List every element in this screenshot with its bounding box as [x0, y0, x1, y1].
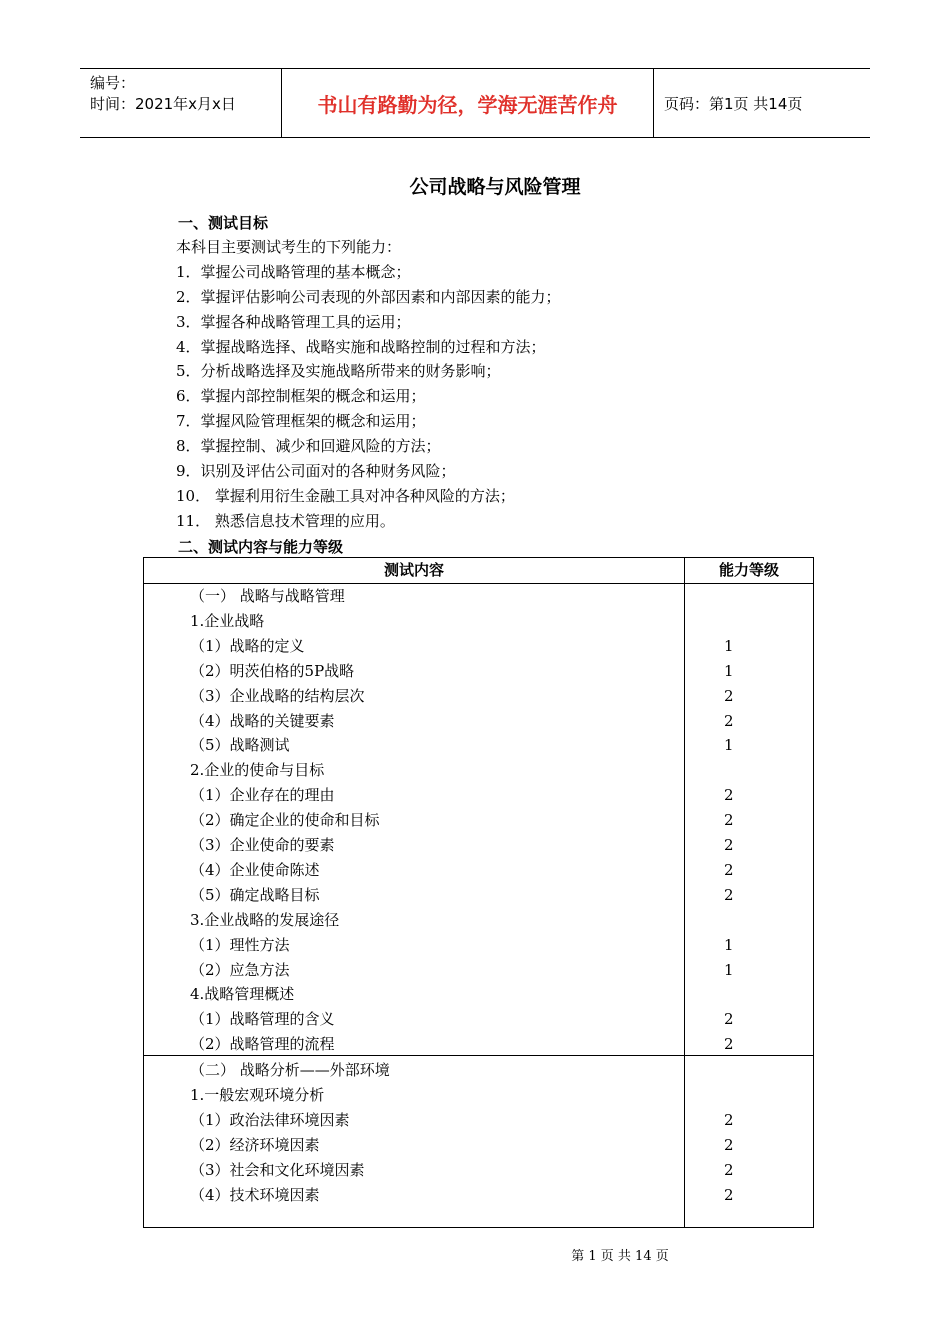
row-content: （2）确定企业的使命和目标: [190, 811, 380, 830]
table-row: [144, 1058, 813, 1083]
table-row: [144, 883, 813, 908]
row-content: （一） 战略与战略管理: [190, 587, 345, 605]
row-level: 1: [724, 960, 734, 979]
section-heading-objectives: 一、测试目标: [178, 214, 269, 232]
row-content: （1）企业存在的理由: [190, 786, 335, 805]
header-motto: 书山有路勤为径，学海无涯苦作舟: [282, 69, 654, 137]
row-content: （4）战略的关键要素: [190, 711, 335, 730]
row-content: （1）战略管理的含义: [190, 1010, 335, 1029]
table-row: [144, 858, 813, 883]
row-level: 2: [724, 686, 734, 705]
row-level: 1: [724, 661, 734, 680]
objective-item: 9．识别及评估公司面对的各种财务风险；: [176, 462, 456, 481]
number-label: 编号：: [90, 74, 136, 92]
row-level: 2: [724, 1110, 734, 1129]
objective-item: 2．掌握评估影响公司表现的外部因素和内部因素的能力；: [176, 287, 561, 306]
page-footer: 第 1 页 共 14 页: [571, 1249, 669, 1264]
row-level: 2: [724, 1135, 734, 1154]
objective-item: 10． 掌握利用衍生金融工具对冲各种风险的方法；: [176, 486, 515, 505]
row-level: 2: [724, 1185, 734, 1204]
table-row: [144, 982, 813, 1007]
header-meta: [80, 69, 282, 137]
objective-item: 3．掌握各种战略管理工具的运用；: [176, 312, 411, 331]
document-header: [80, 68, 870, 138]
table-row: [144, 1183, 813, 1208]
row-content: 1.一般宏观环境分析: [190, 1086, 325, 1104]
objectives-list: [176, 235, 561, 534]
table-row: [144, 709, 813, 734]
content-table: [143, 557, 814, 1228]
row-level: 2: [724, 836, 734, 854]
row-level: 1: [724, 935, 734, 954]
row-level: 2: [724, 1035, 734, 1054]
row-level: 1: [724, 636, 734, 655]
table-row: [144, 1108, 813, 1133]
column-header-content: 测试内容: [383, 561, 444, 579]
column-header-level: 能力等级: [718, 561, 779, 579]
row-level: 2: [724, 811, 734, 830]
row-content: 3.企业战略的发展途径: [190, 910, 340, 929]
row-level: 2: [724, 711, 734, 730]
row-level: 2: [724, 885, 734, 904]
row-content: （2）应急方法: [190, 960, 290, 979]
table-row: [144, 634, 813, 659]
table-row: [144, 684, 813, 709]
objective-item: 4．掌握战略选择、战略实施和战略控制的过程和方法；: [176, 337, 546, 356]
table-row: [144, 1032, 813, 1057]
objective-item: 11． 熟悉信息技术管理的应用。: [176, 511, 395, 530]
row-level: 1: [724, 736, 734, 755]
table-row: [144, 908, 813, 933]
row-content: （2）经济环境因素: [190, 1135, 320, 1154]
table-header-row: [144, 558, 813, 584]
objective-item: 8．掌握控制、减少和回避风险的方法；: [176, 437, 441, 456]
table-row: [144, 584, 813, 609]
table-row: [144, 808, 813, 833]
row-content: 4.战略管理概述: [190, 985, 295, 1004]
row-content: （3）社会和文化环境因素: [190, 1160, 365, 1179]
row-content: 2.企业的使命与目标: [190, 761, 325, 780]
table-row: [144, 1133, 813, 1158]
table-row: [144, 609, 813, 634]
header-page-info: 页码：第1页 共14页: [664, 94, 803, 113]
table-row: [144, 758, 813, 783]
time-label: 时间：2021年x月x日: [90, 95, 236, 113]
row-content: （2）明茨伯格的5P战略: [190, 661, 355, 680]
row-content: （2）战略管理的流程: [190, 1035, 335, 1054]
objective-item: 1．掌握公司战略管理的基本概念；: [176, 262, 411, 281]
table-row: [144, 1007, 813, 1032]
row-content: （1）战略的定义: [190, 636, 305, 655]
row-content: （3）企业战略的结构层次: [190, 686, 365, 705]
objective-item: 7．掌握风险管理框架的概念和运用；: [176, 412, 426, 431]
row-content: （5）战略测试: [190, 736, 290, 755]
table-row: [144, 1158, 813, 1183]
table-row: [144, 833, 813, 858]
objective-item: 本科目主要测试考生的下列能力：: [176, 238, 402, 256]
row-content: （3）企业使命的要素: [190, 836, 335, 854]
row-content: （5）确定战略目标: [190, 885, 320, 904]
table-row: [144, 783, 813, 808]
row-content: （1）政治法律环境因素: [190, 1110, 350, 1129]
table-row: [144, 933, 813, 958]
row-content: （4）企业使命陈述: [190, 860, 320, 879]
row-level: 2: [724, 786, 734, 805]
table-row: [144, 733, 813, 758]
row-level: 2: [724, 1160, 734, 1179]
objective-item: 5．分析战略选择及实施战略所带来的财务影响；: [176, 362, 501, 381]
section-heading-content: 二、测试内容与能力等级: [178, 538, 344, 556]
objective-item: 6．掌握内部控制框架的概念和运用；: [176, 387, 426, 406]
row-content: 1.企业战略: [190, 611, 265, 630]
table-row: [144, 1083, 813, 1108]
row-content: （二） 战略分析——外部环境: [190, 1061, 390, 1080]
row-content: （4）技术环境因素: [190, 1185, 320, 1204]
table-row: [144, 659, 813, 684]
row-level: 2: [724, 860, 734, 879]
document-title: 公司战略与风险管理: [409, 176, 581, 198]
row-content: （1）理性方法: [190, 935, 290, 954]
row-level: 2: [724, 1010, 734, 1029]
table-row: [144, 958, 813, 983]
